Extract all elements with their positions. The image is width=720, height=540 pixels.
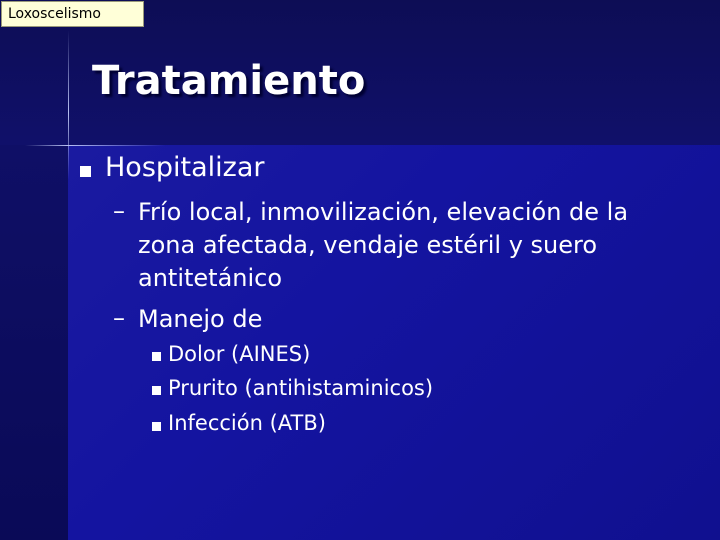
corner-label: Loxoscelismo bbox=[1, 1, 144, 27]
sub-sub-item: Dolor (AINES) bbox=[168, 342, 311, 366]
square-bullet-icon bbox=[152, 352, 161, 361]
dash-bullet-icon: – bbox=[113, 197, 125, 225]
sub-item-line: antitetánico bbox=[138, 264, 283, 292]
sub-item-line: Manejo de bbox=[138, 305, 263, 333]
bullet-hospitalizar: Hospitalizar bbox=[105, 152, 265, 183]
square-bullet-icon bbox=[80, 166, 91, 177]
square-bullet-icon bbox=[152, 422, 161, 431]
sub-item-line: zona afectada, vendaje estéril y suero bbox=[138, 231, 598, 259]
slide-title: Tratamiento bbox=[92, 58, 366, 104]
sub-item-line: Frío local, inmovilización, elevación de la bbox=[138, 198, 629, 226]
sub-sub-item: Infección (ATB) bbox=[168, 411, 326, 435]
sub-sub-item: Prurito (antihistaminicos) bbox=[168, 376, 434, 400]
square-bullet-icon bbox=[152, 386, 161, 395]
dash-bullet-icon: – bbox=[113, 304, 125, 332]
